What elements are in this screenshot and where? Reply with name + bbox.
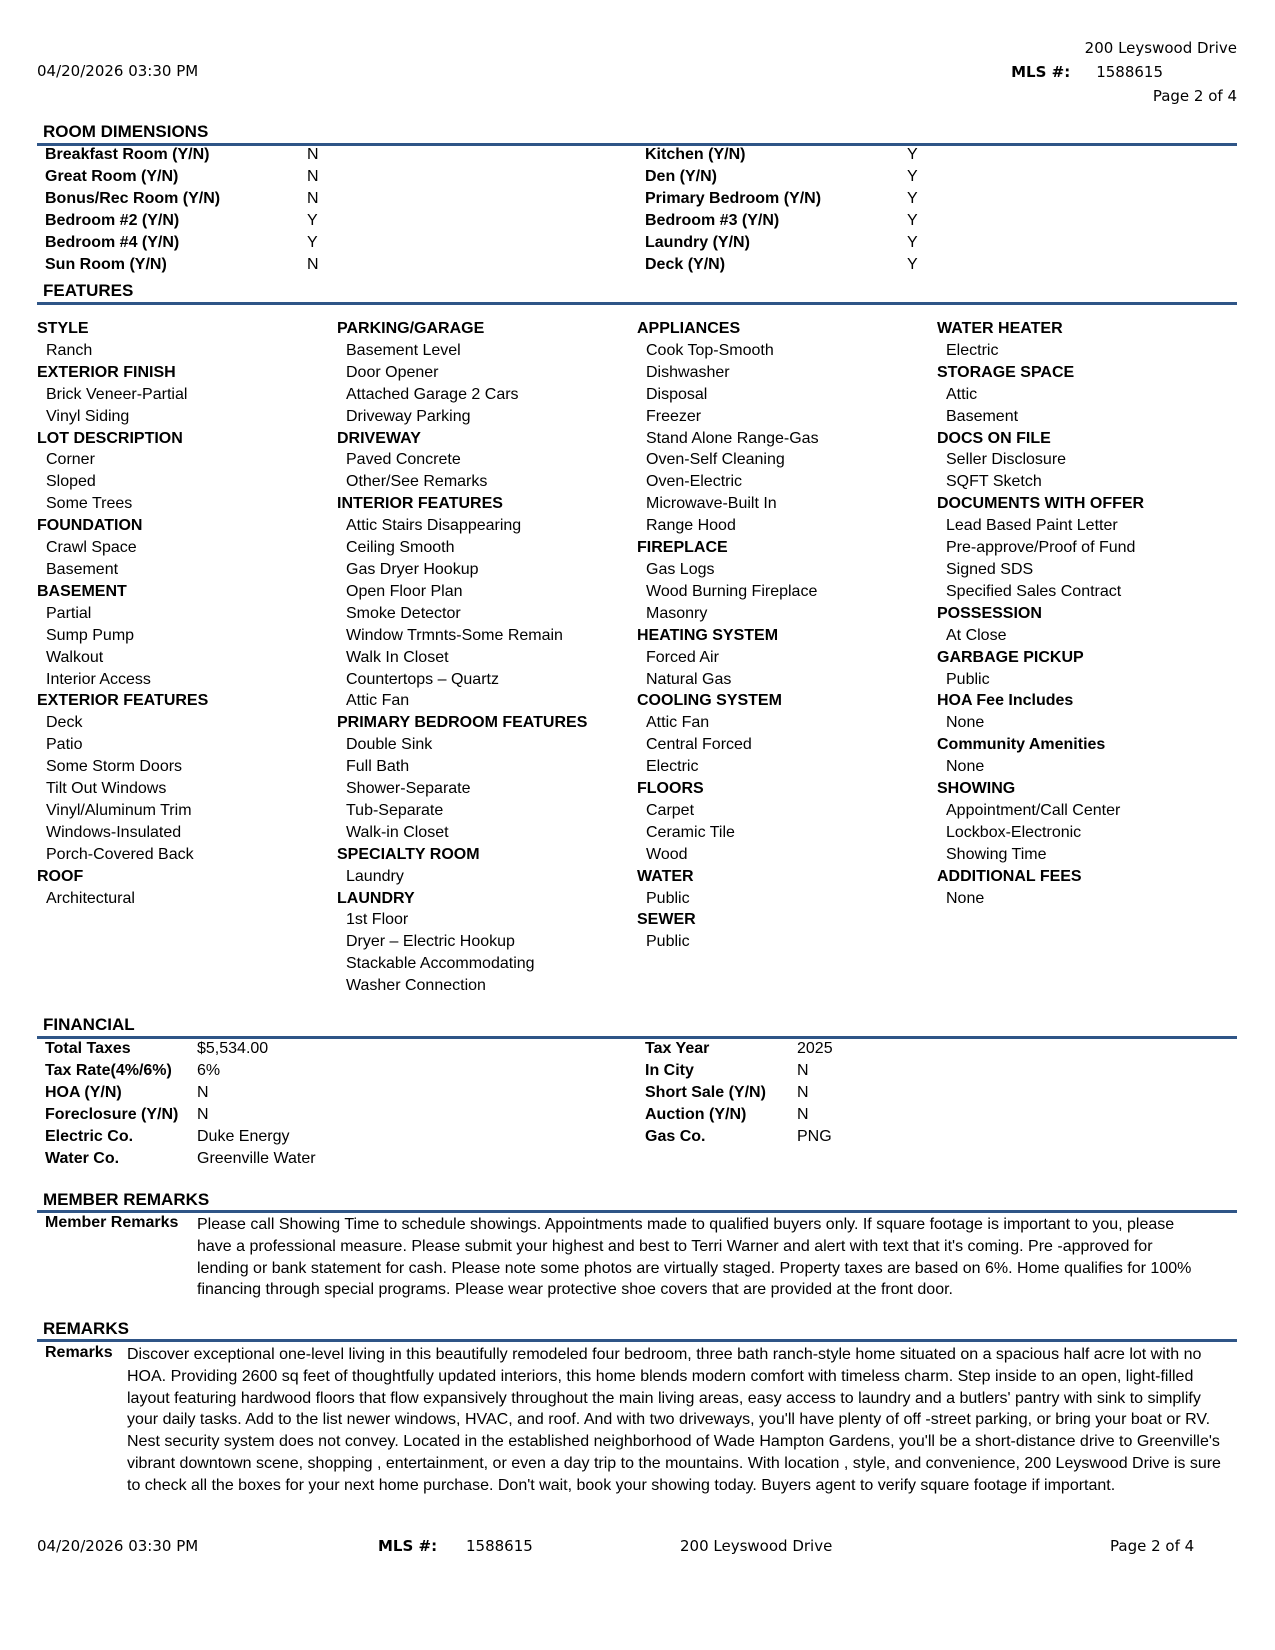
room-label: Breakfast Room (Y/N): [45, 146, 210, 163]
footer-datetime: 04/20/2026 03:30 PM: [37, 1537, 199, 1555]
feature-item: Shower-Separate: [346, 780, 471, 798]
financial-value: 6%: [197, 1062, 221, 1079]
room-row: [43, 146, 1233, 168]
financial-value: N: [197, 1084, 209, 1101]
financial-label: Tax Rate(4%/6%): [45, 1062, 172, 1079]
feature-item: Attached Garage 2 Cars: [346, 385, 519, 403]
feature-item: Appointment/Call Center: [946, 801, 1121, 819]
room-label: Bedroom #3 (Y/N): [645, 212, 780, 229]
feature-heading: WATER: [637, 867, 694, 885]
room-label: Bedroom #2 (Y/N): [45, 212, 180, 229]
feature-item: Washer Connection: [346, 977, 486, 995]
member-remarks-title: MEMBER REMARKS: [43, 1190, 210, 1209]
room-value: N: [307, 168, 319, 185]
feature-item: Countertops – Quartz: [346, 670, 499, 688]
room-label: Bedroom #4 (Y/N): [45, 234, 180, 251]
header-page: Page 2 of 4: [1152, 87, 1237, 105]
feature-item: Attic: [946, 385, 978, 403]
feature-item: Ranch: [46, 341, 93, 359]
financial-row: [43, 1062, 1233, 1084]
footer: [0, 1537, 1275, 1561]
room-value: Y: [907, 256, 918, 273]
financial-label: Tax Year: [645, 1040, 710, 1057]
feature-heading: SEWER: [637, 911, 696, 929]
room-label: Primary Bedroom (Y/N): [645, 190, 822, 207]
feature-item: Tub-Separate: [346, 801, 444, 819]
features-rule: [37, 302, 1237, 305]
feature-item: Door Opener: [346, 363, 439, 381]
room-value: N: [307, 256, 319, 273]
feature-item: Ceramic Tile: [646, 823, 735, 841]
header-info: [1011, 36, 1237, 108]
feature-item: Natural Gas: [646, 670, 732, 688]
room-row: [43, 212, 1233, 234]
feature-heading: WATER HEATER: [937, 320, 1063, 337]
features-column-1: [37, 318, 337, 909]
mls-label: MLS #:: [1011, 63, 1071, 81]
feature-item: Architectural: [46, 889, 135, 907]
feature-item: Vinyl/Aluminum Trim: [46, 801, 192, 819]
room-label: Laundry (Y/N): [645, 234, 750, 251]
feature-item: Other/See Remarks: [346, 473, 488, 491]
feature-item: None: [946, 758, 985, 776]
feature-item: Dishwasher: [646, 363, 730, 381]
feature-heading: HOA Fee Includes: [937, 692, 1074, 710]
header-address: 200 Leyswood Drive: [1084, 39, 1237, 57]
feature-item: Cook Top-Smooth: [646, 341, 774, 359]
feature-heading: LAUNDRY: [337, 889, 415, 907]
feature-item: Some Trees: [46, 495, 133, 513]
feature-item: Oven-Self Cleaning: [646, 451, 785, 469]
room-value: Y: [907, 190, 918, 207]
footer-page: Page 2 of 4: [1110, 1537, 1195, 1555]
feature-item: Open Floor Plan: [346, 582, 463, 600]
feature-heading: PRIMARY BEDROOM FEATURES: [337, 714, 588, 732]
feature-heading: COOLING SYSTEM: [637, 692, 782, 710]
feature-item: Interior Access: [46, 670, 151, 688]
footer-mls-label: MLS #:: [378, 1537, 438, 1555]
feature-item: Walk-in Closet: [346, 823, 449, 841]
room-row: [43, 190, 1233, 212]
feature-item: Microwave-Built In: [646, 495, 777, 513]
feature-item: None: [946, 714, 985, 732]
feature-item: Crawl Space: [46, 539, 137, 557]
feature-heading: FIREPLACE: [637, 539, 728, 557]
feature-item: Sloped: [46, 473, 96, 491]
feature-item: Attic Stairs Disappearing: [346, 517, 522, 535]
feature-item: Gas Dryer Hookup: [346, 560, 479, 578]
feature-heading: FOUNDATION: [37, 517, 143, 535]
feature-item: Oven-Electric: [646, 473, 743, 491]
feature-heading: SHOWING: [937, 780, 1016, 798]
feature-item: Disposal: [646, 385, 708, 403]
financial-label: Gas Co.: [645, 1128, 706, 1145]
remarks-label: Remarks: [45, 1344, 113, 1361]
feature-heading: ROOF: [37, 867, 84, 885]
financial-row: [43, 1084, 1233, 1106]
feature-heading: DOCS ON FILE: [937, 429, 1051, 447]
feature-heading: STORAGE SPACE: [937, 363, 1075, 381]
feature-heading: DRIVEWAY: [337, 429, 421, 447]
feature-heading: EXTERIOR FINISH: [37, 363, 176, 381]
header-mls: [1011, 60, 1237, 84]
financial-value: N: [797, 1062, 809, 1079]
feature-item: Laundry: [346, 867, 404, 885]
remarks-rule: [37, 1339, 1237, 1342]
footer-address: 200 Leyswood Drive: [680, 1537, 833, 1555]
feature-item: Double Sink: [346, 736, 433, 754]
financial-label: HOA (Y/N): [45, 1084, 122, 1101]
feature-heading: GARBAGE PICKUP: [937, 648, 1084, 666]
feature-item: Sump Pump: [46, 626, 135, 644]
feature-item: Walk In Closet: [346, 648, 449, 666]
room-label: Den (Y/N): [645, 168, 717, 185]
feature-item: Pre-approve/Proof of Fund: [946, 539, 1136, 557]
financial-label: In City: [645, 1062, 694, 1079]
room-value: Y: [907, 234, 918, 251]
feature-heading: SPECIALTY ROOM: [337, 845, 480, 863]
remarks-title: REMARKS: [43, 1319, 129, 1338]
features-title: FEATURES: [43, 281, 134, 300]
feature-item: Lockbox-Electronic: [946, 823, 1082, 841]
feature-heading: STYLE: [37, 320, 89, 337]
financial-value: N: [797, 1106, 809, 1123]
room-row: [43, 168, 1233, 190]
feature-item: Brick Veneer-Partial: [46, 385, 188, 403]
feature-item: Forced Air: [646, 648, 719, 666]
financial-label: Electric Co.: [45, 1128, 134, 1145]
room-value: Y: [907, 168, 918, 185]
feature-heading: LOT DESCRIPTION: [37, 429, 183, 447]
room-label: Kitchen (Y/N): [645, 146, 746, 163]
feature-item: Ceiling Smooth: [346, 539, 455, 557]
financial-label: Short Sale (Y/N): [645, 1084, 766, 1101]
features-column-4: [937, 318, 1237, 909]
room-label: Bonus/Rec Room (Y/N): [45, 190, 221, 207]
feature-heading: PARKING/GARAGE: [337, 320, 485, 337]
feature-item: Specified Sales Contract: [946, 582, 1122, 600]
financial-row: [43, 1128, 1233, 1150]
feature-item: Public: [946, 670, 990, 688]
feature-item: Window Trmnts-Some Remain: [346, 626, 563, 644]
feature-heading: INTERIOR FEATURES: [337, 495, 503, 513]
footer-mls-number: 1588615: [466, 1537, 533, 1555]
feature-item: Wood: [646, 845, 688, 863]
feature-item: None: [946, 889, 985, 907]
financial-value: N: [197, 1106, 209, 1123]
feature-item: Windows-Insulated: [46, 823, 182, 841]
feature-item: Freezer: [646, 407, 702, 425]
room-value: Y: [907, 146, 918, 163]
financial-row: [43, 1040, 1233, 1062]
room-value: Y: [907, 212, 918, 229]
feature-item: Showing Time: [946, 845, 1047, 863]
feature-item: Seller Disclosure: [946, 451, 1067, 469]
feature-item: SQFT Sketch: [946, 473, 1042, 491]
feature-item: Some Storm Doors: [46, 758, 183, 776]
room-dimensions-title: ROOM DIMENSIONS: [43, 122, 209, 141]
feature-item: Masonry: [646, 604, 708, 622]
financial-label: Foreclosure (Y/N): [45, 1106, 179, 1123]
feature-heading: APPLIANCES: [637, 320, 741, 337]
mls-number: 1588615: [1096, 63, 1163, 81]
room-row: [43, 256, 1233, 278]
room-dimensions-grid: [43, 146, 1233, 278]
room-label: Deck (Y/N): [645, 256, 726, 273]
financial-rule: [37, 1036, 1237, 1039]
financial-row: [43, 1150, 1233, 1172]
room-value: N: [307, 146, 319, 163]
feature-item: Deck: [46, 714, 83, 732]
financial-value: Greenville Water: [197, 1150, 316, 1167]
feature-item: Electric: [946, 341, 999, 359]
feature-heading: HEATING SYSTEM: [637, 626, 779, 644]
header-datetime: 04/20/2026 03:30 PM: [37, 62, 199, 80]
remarks-text: Discover exceptional one-level living in this beautifully remodeled four bedroom, three bath ranch-style home situated on a spacious half acre lot with no HOA. Providing 2600 sq feet of thoughtfully updated interiors, this home blends modern comfort with timeless charm. Step inside to an open, light-filled layout featuring hardwood floors that flow expansively throughout the main living areas, easy access to laundry and a butlers' pantry with sink to simplify your daily tasks. Add to the list newer windows, HVAC, and roof. And with two driveways, you'll have plenty of off -street parking, or bring your boat or RV. Nest security system does not convey. Located in the established neighborhood of Wade Hampton Gardens, you'll be a short-distance drive to Greenville's vibrant downtown scene, shopping , entertainment, or even a day trip to the mountains. With location , style, and convenience, 200 Leyswood Drive is sure to check all the boxes for your next home purchase. Don't wait, book your showing today. Buyers agent to verify square footage if important.: [127, 1346, 1221, 1494]
feature-item: Full Bath: [346, 758, 410, 776]
feature-item: Porch-Covered Back: [46, 845, 194, 863]
financial-grid: [43, 1040, 1233, 1172]
feature-item: Public: [646, 933, 690, 951]
feature-item: Driveway Parking: [346, 407, 471, 425]
feature-item: Vinyl Siding: [46, 407, 130, 425]
feature-item: Gas Logs: [646, 560, 715, 578]
feature-item: Attic Fan: [646, 714, 710, 732]
financial-value: 2025: [797, 1040, 833, 1057]
feature-item: 1st Floor: [346, 911, 409, 929]
feature-item: Electric: [646, 758, 699, 776]
financial-title: FINANCIAL: [43, 1015, 135, 1034]
financial-label: Total Taxes: [45, 1040, 131, 1057]
financial-value: N: [797, 1084, 809, 1101]
feature-heading: FLOORS: [637, 780, 704, 798]
room-label: Great Room (Y/N): [45, 168, 179, 185]
member-remarks-text: Please call Showing Time to schedule showings. Appointments made to qualified buyers only. If square footage is important to you, please have a professional measure. Please submit your highest and best to Terri Warner and alert with text that it's coming. Pre -approved for lending or bank statement for cash. Please note some photos are virtually staged. Property taxes are based on 6%. Home qualifies for 100% financing through special programs. Please wear protective shoe covers that are provided at the front door.: [197, 1216, 1192, 1299]
feature-item: Central Forced: [646, 736, 752, 754]
feature-item: Lead Based Paint Letter: [946, 517, 1118, 535]
feature-item: At Close: [946, 626, 1007, 644]
financial-label: Water Co.: [45, 1150, 120, 1167]
financial-value: PNG: [797, 1128, 832, 1145]
feature-heading: DOCUMENTS WITH OFFER: [937, 495, 1145, 513]
room-row: [43, 234, 1233, 256]
feature-item: Range Hood: [646, 517, 736, 535]
features-column-2: [337, 318, 637, 997]
feature-heading: BASEMENT: [37, 582, 127, 600]
room-value: N: [307, 190, 319, 207]
feature-item: Basement: [946, 407, 1019, 425]
feature-item: Stackable Accommodating: [346, 955, 535, 973]
member-remarks-rule: [37, 1210, 1237, 1213]
feature-heading: Community Amenities: [937, 736, 1106, 754]
feature-item: Dryer – Electric Hookup: [346, 933, 515, 951]
feature-item: Corner: [46, 451, 95, 469]
financial-value: $5,534.00: [197, 1040, 269, 1057]
financial-label: Auction (Y/N): [645, 1106, 747, 1123]
feature-item: Stand Alone Range-Gas: [646, 429, 819, 447]
feature-item: Basement Level: [346, 341, 461, 359]
feature-item: Public: [646, 889, 690, 907]
room-value: Y: [307, 212, 318, 229]
feature-item: Walkout: [46, 648, 104, 666]
financial-value: Duke Energy: [197, 1128, 290, 1145]
feature-item: Basement: [46, 560, 119, 578]
feature-item: Wood Burning Fireplace: [646, 582, 818, 600]
feature-item: Tilt Out Windows: [46, 780, 167, 798]
feature-item: Smoke Detector: [346, 604, 461, 622]
feature-heading: EXTERIOR FEATURES: [37, 692, 209, 710]
financial-row: [43, 1106, 1233, 1128]
feature-item: Paved Concrete: [346, 451, 461, 469]
feature-item: Attic Fan: [346, 692, 410, 710]
feature-heading: POSSESSION: [937, 604, 1042, 622]
feature-heading: ADDITIONAL FEES: [937, 867, 1082, 885]
feature-item: Signed SDS: [946, 560, 1034, 578]
feature-item: Patio: [46, 736, 83, 754]
member-remarks-label: Member Remarks: [45, 1214, 179, 1231]
feature-item: Partial: [46, 604, 92, 622]
room-label: Sun Room (Y/N): [45, 256, 167, 273]
feature-item: Carpet: [646, 801, 695, 819]
room-value: Y: [307, 234, 318, 251]
features-column-3: [637, 318, 937, 953]
